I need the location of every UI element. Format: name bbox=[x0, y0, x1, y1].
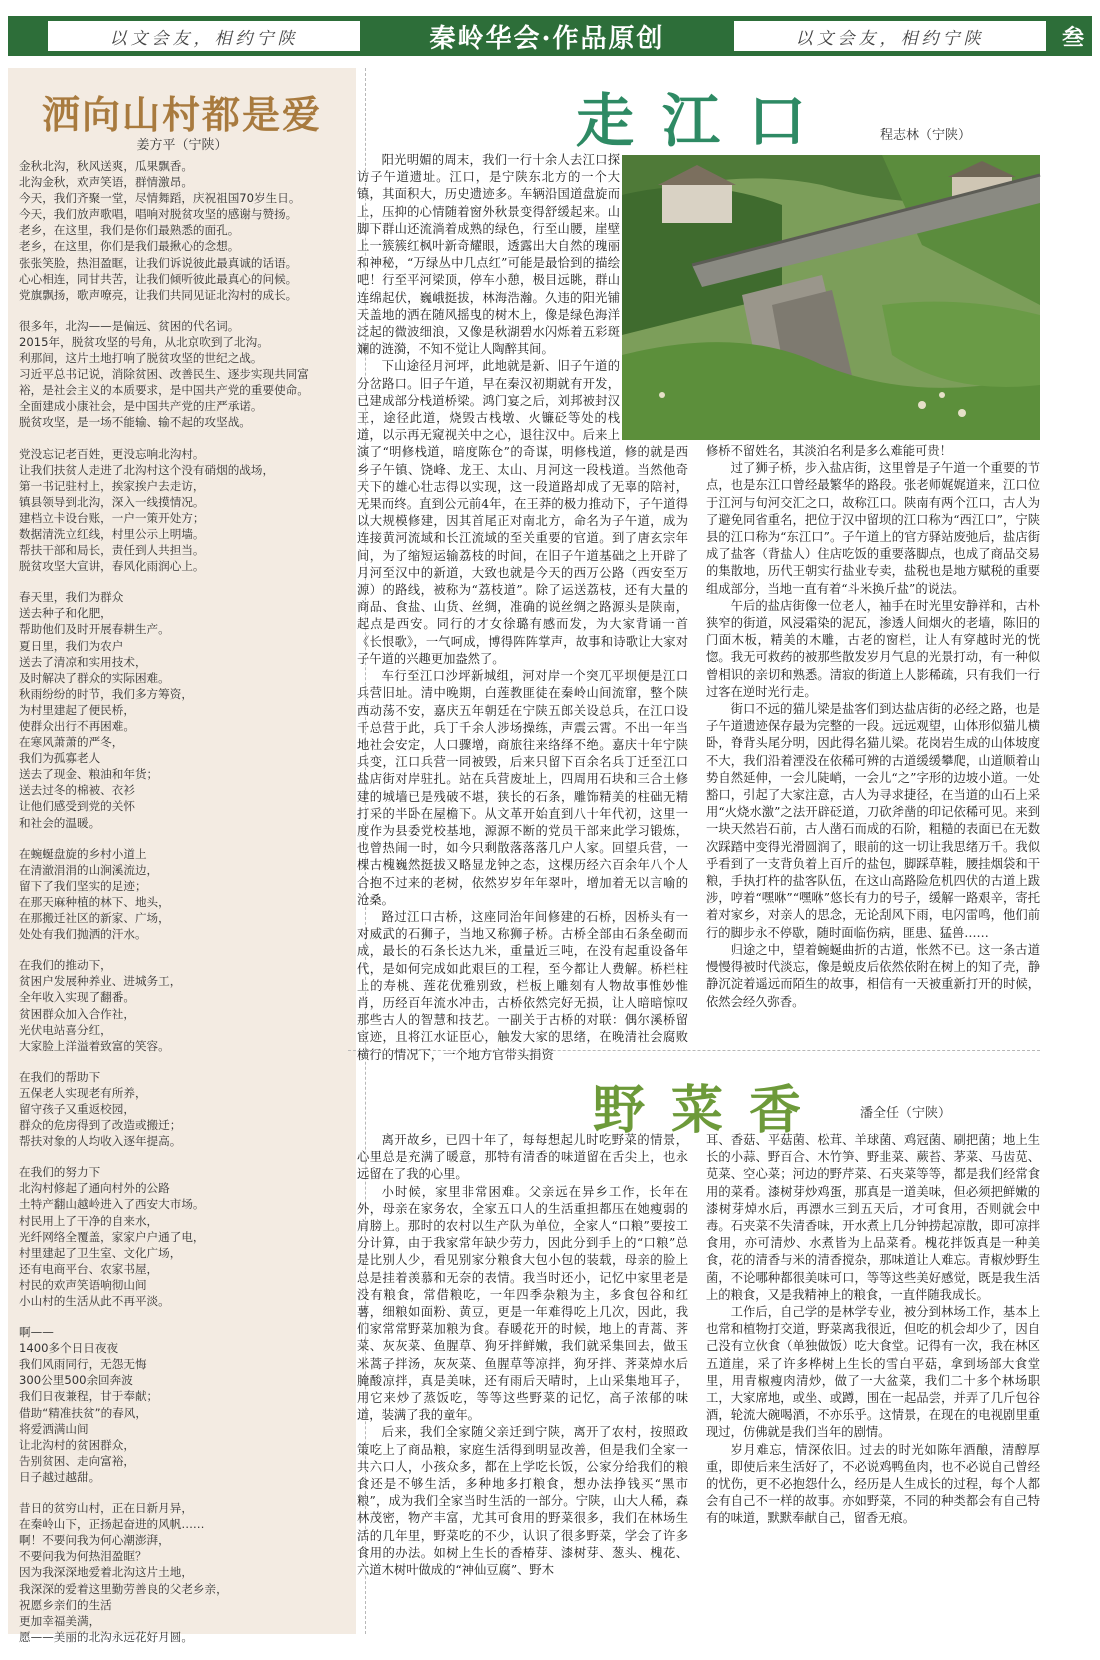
poem-line: 因为我深深地爱着北沟这片土地， bbox=[19, 1565, 193, 1580]
poem-line: 送去过冬的棉被、衣衫 bbox=[19, 783, 135, 798]
poem-stanza bbox=[19, 158, 351, 303]
poem-body bbox=[19, 158, 351, 1660]
poem-stanza bbox=[19, 957, 351, 1054]
poem-line: 祝愿乡亲们的生活 bbox=[19, 1597, 112, 1612]
article-paragraph: 修桥不留姓名，其淡泊名利是多么难能可贵！ bbox=[706, 444, 952, 458]
poem-line: 2015年，脱贫攻坚的号角，从北京吹到了北沟。 bbox=[19, 334, 269, 349]
article-paragraph: 阳光明媚的周末，我们一行十余人去江口探访子午道遗址。江口，是宁陕东北方的一个大镇，其面积大，历史遗迹多。车辆沿国道盘旋而上，压抑的心情随着窗外秋景变得舒缓起来。山脚下群山还流淌着成熟的绿色，行至山腰，崖壁上一簇簇红枫叶新奇耀眼，透露出大自然的瑰丽和神秘，“万绿丛中几点红”可能是最恰到的描绘吧！行至平河梁顶，停车小憩，极目远眺，群山连绵起伏，巍峨挺拔，林海浩瀚。久违的阳光铺天盖地的洒在随风摇曳的树木上，像是绿色海洋泛起的微波细浪，又像是秋湖碧水闪烁着五彩斑斓的涟漪，不知不觉让人陶醉其间。 bbox=[357, 153, 620, 357]
article-paragraph: 离开故乡，已四十年了，每每想起儿时吃野菜的情景，心里总是充满了暖意，那特有清香的味道留在舌尖上，也永远留在了我的心里。 bbox=[357, 1133, 688, 1182]
poem-line: 在那天麻种植的林下、地头， bbox=[19, 894, 170, 909]
poem-line: 告别贫困、走向富裕， bbox=[19, 1453, 135, 1468]
poem-line: 我们风雨同行，无怨无悔 bbox=[19, 1357, 147, 1372]
page-header bbox=[8, 16, 1092, 56]
poem-line: 党旗飘扬，歌声嘹亮，让我们共同见证北沟村的成长。 bbox=[19, 287, 298, 302]
poem-column bbox=[8, 68, 356, 1644]
poem-line: 村民的欢声笑语响彻山间 bbox=[19, 1277, 147, 1292]
poem-line: 昔日的贫穷山村，正在日新月异， bbox=[19, 1501, 193, 1516]
poem-line: 借助“精准扶贫”的春风， bbox=[19, 1405, 147, 1420]
poem-line: 贫困群众加入合作社， bbox=[19, 1006, 135, 1021]
poem-line: 留守孩子又重返校园， bbox=[19, 1101, 135, 1116]
header-left-slogan: 以文会友，相约宁陕 bbox=[48, 21, 360, 51]
article-paragraph: 耳、香菇、平菇菌、松茸、羊球菌、鸡冠菌、刷把菌；地上生长的小蒜、野百合、木竹笋、野韭菜、蕨苔、茅菜、马齿苋、苋菜、空心菜；河边的野芹菜、石夹菜等等，都是我们经常食用的菜肴。漆树芽炒鸡蛋，那真是一道美味，但必须把鲜嫩的漆树芽焯水后，再漂水三到五天后，才可食用，否则就会中毒。石夹菜不失清香味，开水煮上几分钟捞起凉散，即可凉拌食用，亦可清炒、水煮皆为上品菜肴。槐花拌饭真是一种美食，花的清香与米的清香搅杂，那味道让人难忘。青椒炒野生菌，不论哪种都很美味可口，等等这些美好感觉，既是我生活上的粮食，又是我精神上的粮食，一直伴随我成长。 bbox=[706, 1133, 1040, 1302]
poem-line: 在寒风萧萧的严冬， bbox=[19, 735, 124, 750]
poem-line: 春天里，我们为群众 bbox=[19, 590, 124, 605]
article-paragraph: 工作后，自己学的是林学专业，被分到林场工作，基本上也常和植物打交道，野菜离我很近，但吃的机会却少了，因自己没有立伙食（单独做饭）吃大食堂。记得有一次，我在林区五道崖，采了许多桦树上生长的雪白平菇，拿到场部大食堂里，用青椒瘦肉清炒，做了一大盆菜，我们二十多个林场职工，大家席地，或坐、或蹲，围在一起品尝，并弄了几斤包谷酒，轮流大碗喝酒，不亦乐乎。这情景，在现在的电视剧里重现过，仿佛就是我们当年的剧情。 bbox=[706, 1305, 1040, 1440]
poem-line: 让我们扶贫人走进了北沟村这个没有硝烟的战场， bbox=[19, 462, 275, 477]
poem-line: 老乡，在这里，我们是你们最熟悉的面孔。 bbox=[19, 223, 240, 238]
poem-line: 很多年，北沟——是偏远、贫困的代名词。 bbox=[19, 318, 240, 333]
poem-line: 五保老人实现老有所养， bbox=[19, 1085, 147, 1100]
poem-line: 北沟村修起了通向村外的公路 bbox=[19, 1181, 170, 1196]
poem-line: 在我们的努力下 bbox=[19, 1165, 101, 1180]
poem-line: 在秦岭山下，正扬起奋进的风帆…… bbox=[19, 1517, 205, 1532]
poem-line: 啊！不要问我为何心潮澎湃， bbox=[19, 1533, 170, 1548]
header-right-slogan: 以文会友，相约宁陕 bbox=[734, 21, 1046, 51]
poem-line: 金秋北沟，秋风送爽，瓜果飘香。 bbox=[19, 159, 193, 173]
article-divider bbox=[348, 1050, 1040, 1051]
poem-line: 群众的危房得到了改造或搬迁； bbox=[19, 1118, 182, 1133]
poem-line: 送去了现金、粮油和年货； bbox=[19, 767, 159, 782]
poem-line: 在我们的帮助下 bbox=[19, 1069, 101, 1084]
poem-line: 我们日夜兼程，甘于奉献； bbox=[19, 1389, 159, 1404]
poem-line: 张张笑脸，热泪盈眶，让我们诉说彼此最真诚的话语。 bbox=[19, 255, 298, 270]
article-paragraph: 街口不远的猫儿梁是盐客们到达盐店街的必经之路，也是子午道遗迹保存最为完整的一段。远远观望，山体形似猫儿横卧，脊背头尾分明，因此得名猫儿梁。花岗岩生成的山体坡度不大，我们沿着湮没在依稀可辨的古道缓缓攀爬，山道顺着山势自然延伸，一会儿陡峭，一会儿“之”字形的边坡小道。一处豁口，引起了大家注意，古人为寻求捷径，在当道的山石上采用“火烧水激”之法开辟砭道，刀砍斧凿的印记依稀可见。来到一块天然岩石前，古人凿石而成的石阶，粗糙的表面已在无数次踩踏中变得光滑圆润了，眼前的这一切让我思绪万千。我似乎看到了一支背负着上百斤的盐包，脚踩草鞋，腰挂烟袋和干粮，手执打杵的盐客队伍，在这山高路险危机四伏的古道上跋涉，哼着“嘿咻”“嘿咻”悠长有力的号子，缓解一路艰辛，寄托着对家乡，对亲人的思念，无论刮风下雨，电闪雷鸣，他们前行的脚步永不停歇，随时面临伤病，匪患、猛兽…… bbox=[706, 702, 1040, 940]
header-center-title: 秦岭华会·作品原创 bbox=[429, 23, 665, 54]
poem-stanza bbox=[19, 446, 351, 575]
poem-line: 全年收入实现了翻番。 bbox=[19, 990, 135, 1005]
poem-line: 及时解决了群众的实际困难。 bbox=[19, 670, 170, 685]
poem-line: 习近平总书记说，消除贫困、改善民生、逐步实现共同富 bbox=[19, 367, 309, 382]
article2-column-2 bbox=[706, 1132, 1040, 1630]
poem-line: 处处有我们抛洒的汗水。 bbox=[19, 927, 147, 942]
poem-line: 小山村的生活从此不再平淡。 bbox=[19, 1294, 170, 1308]
article1-author: 程志林（宁陕） bbox=[880, 128, 972, 143]
poem-line: 在清澈涓涓的山涧溪流边， bbox=[19, 862, 159, 877]
poem-line: 秋雨纷纷的时节，我们多方筹资， bbox=[19, 686, 193, 701]
article-paragraph: 小时候，家里非常困难。父亲远在异乡工作，长年在外，母亲在家务农，全家五口人的生活重担都压在她瘦弱的肩膀上。那时的农村以生产队为单位，全家人“口粮”要按工分计算，由于我家常年缺少劳力，因此分到手上的“口粮”总是比别人少，看见别家分粮食大包小包的装载，母亲的脸上总是挂着羡慕和无奈的表情。我当时还小，记忆中家里老是没有粮食，常借粮吃，一年四季杂粮为主，多食包谷和红薯，细粮如面粉、黄豆，更是一年难得吃上几次，因此，我们家常常野菜加粮为食。春暖花开的时候，地上的青蒿、荠菜、灰灰菜、鱼腥草、狗牙拌鲜嫩，我们就采集回去，做玉米蒿子拌汤，灰灰菜、鱼腥草等凉拌，狗牙拌、荠菜焯水后腌酸凉拌，真是美味，还有雨后天晴时，上山采集地耳子，用它来炒了蒸饭吃，等等这些野菜的记忆，高子浓郁的味道，装满了我的童年。 bbox=[357, 1184, 688, 1423]
poem-line: 使群众出行不再困难。 bbox=[19, 719, 135, 733]
poem-line: 啊—— bbox=[19, 1325, 54, 1340]
poem-line: 建档立卡设台账，一户一策开处方； bbox=[19, 510, 205, 525]
article-paragraph: 路过江口古桥，这座同治年间修建的石桥，因桥头有一对威武的石狮子，当地又称狮子桥。古桥全部由石条垒砌而成，最长的石条长达九米，重量近三吨，在没有起重设备年代，是如何完成如此艰巨的工程，至今都让人费解。桥栏柱上的寿桃、莲花优雅别致，栏板上雕刻有人物故事惟妙惟肖，历经百年流水冲击，古桥依然完好无损，让人暗暗惊叹那些古人的智慧和技艺。一副关于古桥的对联：偶尔溪桥留宦迹，且将江水证臣心，触发大家的思绪，在晚清社会腐败横行的情况下，一个地方官带头捐资 bbox=[357, 909, 688, 1062]
poem-line: 更加幸福美满， bbox=[19, 1613, 101, 1628]
poem-line: 老乡，在这里，你们是我们最揪心的念想。 bbox=[19, 239, 240, 254]
poem-line: 数据清洗立红线，村里公示上明墙。 bbox=[19, 526, 205, 541]
article-paragraph: 过了狮子桥，步入盐店街，这里曾是子午道一个重要的节点，也是东江口曾经最繁华的路段。张老师娓娓道来，江口位于江河与旬河交汇之口，故称江口。陕南有两个江口，古人为了避免同省重名，把位于汉中留坝的江口称为“西江口”，宁陕县的江口称为“东江口”。子午道上的官方驿站废弛后，盐店街成了盐客（背盐人）住店吃饭的重要落脚点，也成了商品交易的集散地，历代王朝实行盐业专卖，盐税也是地方赋税的重要组成部分，当地一直有着“斗米换斤盐”的说法。 bbox=[706, 461, 1040, 596]
article1-title: 走江口 bbox=[575, 87, 834, 155]
poem-line: 贫困户发展种养业、进城务工， bbox=[19, 974, 182, 989]
poem-stanza bbox=[19, 1324, 351, 1485]
poem-line: 让北沟村的贫困群众， bbox=[19, 1437, 135, 1452]
poem-line: 村里建起了卫生室、文化广场， bbox=[19, 1245, 182, 1260]
poem-stanza bbox=[19, 846, 351, 943]
poem-line: 今天，我们齐聚一堂，尽情舞蹈，庆祝祖国70岁生日。 bbox=[19, 191, 301, 206]
article1-column-2 bbox=[706, 443, 1040, 1035]
poem-line: 愿——美丽的北沟永远花好月圆。 bbox=[19, 1629, 193, 1644]
poem-line: 全面建成小康社会，是中国共产党的庄严承诺。 bbox=[19, 399, 263, 414]
poem-line: 在蜿蜒盘旋的乡村小道上 bbox=[19, 846, 147, 861]
poem-author: 姜方平（宁陕） bbox=[136, 138, 228, 153]
poem-line: 将爱洒满山间 bbox=[19, 1421, 89, 1436]
poem-line: 村民用上了干净的自来水， bbox=[19, 1213, 159, 1228]
article-paragraph: 岁月难忘，情深依旧。过去的时光如陈年酒酿，清醇厚重，即使后来生活好了，不必说鸡鸭鱼肉，也不必说自己曾经的忧伤，更不必抱怨什么，经历是人生成长的过程，每个人都会有自己不一样的故事。亦如野菜，不同的种类都会有自己特有的味道，默默奉献自己，留香无痕。 bbox=[706, 1442, 1040, 1526]
poem-line: 帮扶对象的人均收入逐年提高。 bbox=[19, 1134, 182, 1149]
poem-line: 我们为孤寡老人 bbox=[19, 751, 101, 766]
poem-line: 利那间，这片土地打响了脱贫攻坚的世纪之战。 bbox=[19, 351, 263, 366]
poem-line: 光伏电站喜分红， bbox=[19, 1022, 112, 1037]
poem-title: 洒向山村都是爱 bbox=[41, 93, 322, 137]
poem-line: 在我们的推动下， bbox=[19, 958, 112, 973]
poem-line: 不要问我为何热泪盈眶？ bbox=[19, 1549, 147, 1564]
page-number: 叁 bbox=[1061, 24, 1084, 51]
poem-line: 北沟金秋，欢声笑语，群情激昂。 bbox=[19, 175, 193, 190]
poem-line: 今天，我们放声歌唱，唱响对脱贫攻坚的感谢与赞扬。 bbox=[19, 207, 298, 222]
poem-line: 300公里500余回奔波 bbox=[19, 1373, 133, 1388]
article2-title: 野菜香 bbox=[592, 1080, 827, 1141]
poem-stanza bbox=[19, 1069, 351, 1149]
poem-line: 土特产翻山越岭进入了西安大市场。 bbox=[19, 1197, 205, 1212]
poem-line: 送去了清凉和实用技术， bbox=[19, 654, 147, 669]
article-paragraph: 后来，我们全家随父亲迁到宁陕，离开了农村，按照政策吃上了商品粮，家庭生活得到明显改善，但是我们全家一共六口人，小孩众多，都在上学吃长饭，公家分给我们的粮食还是不够生活，多种地多打粮食，想办法挣钱买“黑市粮”，成为我们全家当时生活的一部分。宁陕，山大人稀，森林茂密，物产丰富，尤其可食用的野菜很多，我们在林场生活的几年里，野菜吃的不少，认识了很多野菜，学会了许多食用的办法。如树上生长的香椿芽、漆树芽、葱头、槐花、六道木树叶做成的“神仙豆腐”、野木 bbox=[357, 1425, 688, 1578]
poem-line: 留下了我们坚实的足迹； bbox=[19, 878, 147, 893]
article-paragraph: 归途之中，望着蜿蜒曲折的古道，怅然不已。这一条古道慢慢得被时代淡忘，像是蜕皮后依然依附在树上的知了壳，静静沉淀着遥远而陌生的故事，相信有一天被重新打开的时候，依然会经久弥香。 bbox=[706, 942, 1040, 1009]
poem-line: 帮扶干部和局长，责任到人共担当。 bbox=[19, 543, 205, 558]
poem-line: 日子越过越甜。 bbox=[19, 1469, 101, 1484]
poem-line: 1400多个日日夜夜 bbox=[19, 1341, 119, 1356]
poem-line: 和社会的温暖。 bbox=[19, 815, 101, 830]
poem-line: 在那搬迁社区的新家、广场， bbox=[19, 911, 170, 926]
poem-stanza bbox=[19, 318, 351, 431]
poem-stanza bbox=[19, 589, 351, 830]
article2-column-1 bbox=[357, 1132, 688, 1630]
article-paragraph: 下山途径月河坪，此地就是新、旧子午道的分岔路口。旧子午道，早在秦汉初期就有开发，已建成部分栈道桥梁。鸿门宴之后，刘邦被封汉王，途径此道，烧毁古栈墩、火镰砭等处的栈道，以示再无窥视关中之心，退往汉中。后来上演了“明修栈道，暗度陈仓”的奇谋，明修栈道，修的就是西乡子午镇、饶峰、龙王、太山、月河这一段栈道。当然他奇天下的雄心壮志得以实现，这一段道路却成了无辜的陪衬，无果而终。直到公元前4年，在王莽的极力推动下，子午道得以大规模修建，因其首尾正对南北方，命名为子午道，成为连接黄河流域和长江流域的至关重要的官道。到了唐玄宗年间，为了缩短运输荔枝的时间，在旧子午道基础之上开辟了月河至汉中的新道，大致也就是今天的西万公路（西安至万源）的路线，被称为“荔枝道”。除了运送荔枝，还有大量的商品、食盐、山货、丝绸，准确的说丝绸之路源头是陕南，起点是西安。同行的才女徐璐有感而发，为大家背诵一首《长恨歌》，一气呵成，博得阵阵掌声，故事和诗歌让大家对子午道的兴趣更加盎然了。 bbox=[357, 359, 688, 666]
poem-line: 还有电商平台、农家书屋， bbox=[19, 1261, 159, 1276]
poem-line: 第一书记驻村上，挨家挨户去走访， bbox=[19, 478, 205, 493]
poem-line: 镇县领导到北沟，深入一线摸情况。 bbox=[19, 494, 205, 509]
poem-line: 为村里建起了便民桥， bbox=[19, 702, 135, 717]
article1-column-1 bbox=[357, 152, 688, 1062]
poem-line: 大家脸上洋溢着致富的笑容。 bbox=[19, 1038, 170, 1053]
poem-line: 脱贫攻坚，是一场不能输、输不起的攻坚战。 bbox=[19, 415, 251, 430]
poem-line: 光纤网络全覆盖，家家户户通了电， bbox=[19, 1229, 205, 1244]
article-paragraph: 午后的盐店街像一位老人，袖手在时光里安静祥和，古朴狭窄的街道，风浸霜染的泥瓦，渗透人间烟火的老墙，陈旧的门面木板，精美的木雕，古老的窗栏，让人有穿越时光的恍惚。我无可救药的被那些散发岁月气息的光景打动，有一种似曾相识的亲切和熟悉。清寂的街道上人影稀疏，只有我们一行过客在逆时光行走。 bbox=[706, 598, 1040, 699]
poem-line: 帮助他们及时开展春耕生产。 bbox=[19, 622, 170, 637]
article-paragraph: 车行至江口沙坪新城组，河对岸一个突兀平坝便是江口兵营旧址。清中晚期，白莲教匪徒在秦岭山间流窜，整个陕西动荡不安，嘉庆五年朝廷在宁陕五郎关设总兵，在江口设千总营于此，兵丁千余人涉场操练，声震云霄。不出一年当地社会安定，人口骤增，商旅往来络绎不绝。嘉庆十年宁陕兵变，江口兵营一同被毁，后来只留下百余名兵丁迁至江口盐店街对岸驻扎。站在兵营废址上，四周用石块和三合土修建的城墙已是残破不堪，狭长的石条，雕饰精美的柱础无精打采的半卧在屋檐下。从文革开始直到八十年代初，这里一度作为县委党校基地，源源不断的党员干部来此学习锻炼，也曾热闹一时，如今只剩散落落落几户人家。回望兵营，一棵古槐巍然挺拔又略显龙钟之态，这棵历经六百余年八个人合抱不过来的老树，依然岁岁年年翠叶，增加着无以言喻的沧桑。 bbox=[357, 669, 688, 907]
poem-line: 让他们感受到党的关怀 bbox=[19, 799, 135, 814]
poem-stanza bbox=[19, 1500, 351, 1645]
poem-line: 夏日里，我们为农户 bbox=[19, 638, 124, 653]
poem-line: 脱贫攻坚大宣讲，春风化雨润心上。 bbox=[19, 559, 205, 574]
poem-line: 我深深的爱着这里勤劳善良的父老乡亲， bbox=[19, 1581, 228, 1596]
poem-line: 裕，是社会主义的本质要求，是中国共产党的重要使命。 bbox=[19, 383, 309, 398]
poem-line: 心心相连，同甘共苦，让我们倾听彼此最真心的问候。 bbox=[19, 271, 298, 286]
poem-stanza bbox=[19, 1164, 351, 1309]
poem-line: 送去种子和化肥， bbox=[19, 606, 112, 621]
article2-author: 潘全任（宁陕） bbox=[860, 1106, 952, 1121]
poem-line: 党没忘记老百姓，更没忘响北沟村。 bbox=[19, 446, 205, 461]
